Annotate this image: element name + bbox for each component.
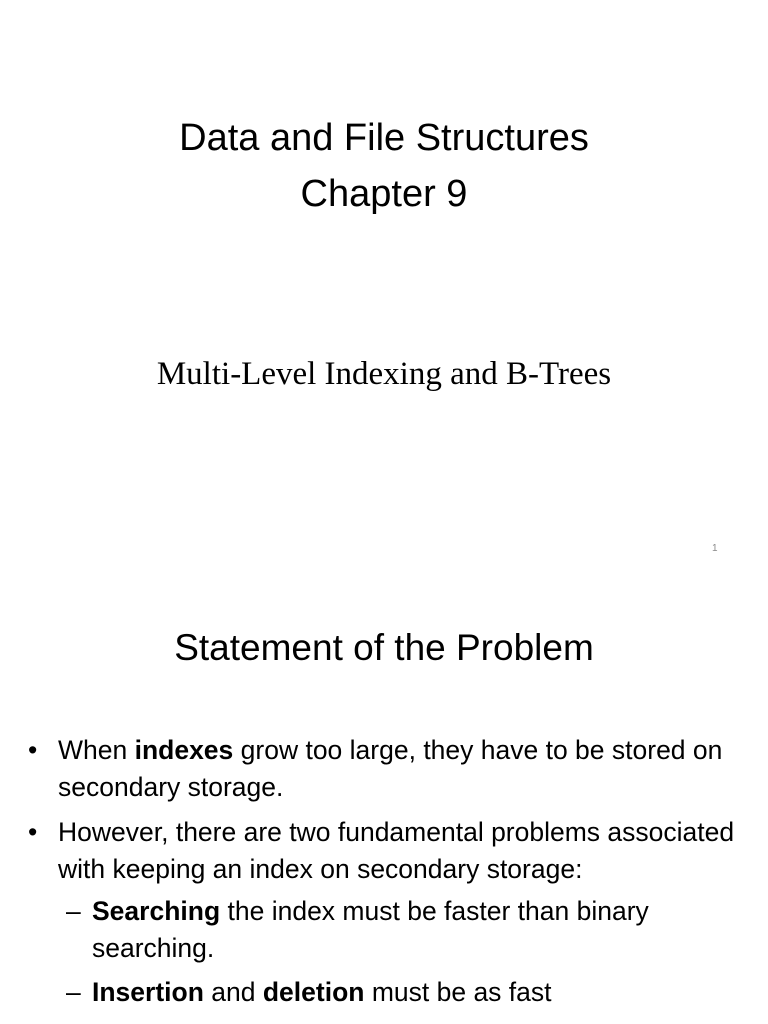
- bullet-text: However, there are two fundamental problems associated with keeping an index on secondary storage:: [58, 817, 735, 884]
- bullet-list: [26, 732, 738, 1020]
- sub-bullet-bold: Insertion: [92, 977, 204, 1007]
- sub-bullet-text: the index must be faster than binary searching.: [92, 896, 649, 963]
- title-line-chapter: Chapter 9: [300, 173, 468, 215]
- sub-bullet-list: [58, 893, 738, 1011]
- bullet-item: [26, 732, 738, 805]
- sub-bullet-text: and: [203, 977, 263, 1007]
- slide-number: 1: [712, 543, 718, 554]
- bullet-text-pre: When: [58, 735, 135, 765]
- bullet-item: [26, 814, 738, 1011]
- sub-bullet-bold: Searching: [92, 896, 221, 926]
- bullet-dot-icon: •: [28, 735, 38, 765]
- bullet-text-bold: indexes: [134, 735, 234, 765]
- slide-subtitle: Multi-Level Indexing and B-Trees: [156, 356, 612, 392]
- bullet-text-post: grow too large, they have to be stored on secondary storage.: [58, 735, 723, 802]
- slide-heading: Statement of the Problem: [174, 627, 594, 668]
- dash-icon: –: [66, 896, 81, 926]
- sub-bullet-item: [66, 974, 738, 1011]
- content-slide: [0, 576, 768, 1024]
- dash-icon: –: [66, 977, 81, 1007]
- title-line-course: Data and File Structures: [179, 117, 589, 159]
- sub-bullet-item: [66, 893, 738, 966]
- bullet-dot-icon: •: [28, 817, 38, 847]
- sub-bullet-bold: deletion: [262, 977, 365, 1007]
- sub-bullet-text: must be as fast: [364, 977, 552, 1007]
- slide-title: [0, 110, 768, 222]
